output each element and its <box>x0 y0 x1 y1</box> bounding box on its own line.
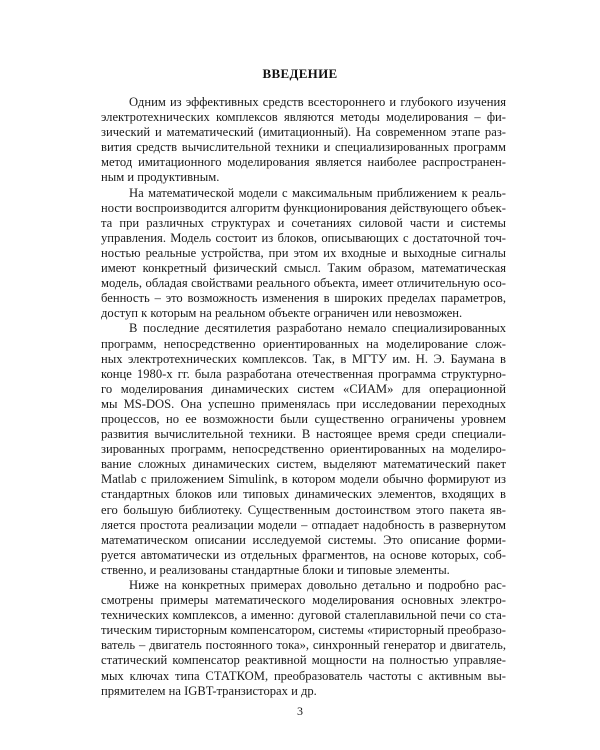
text-line: Одним из эффективных средств всестороннего и глубокого изучения <box>129 95 506 109</box>
page-title: ВВЕДЕНИЕ <box>262 66 338 81</box>
text-line: Matlab с приложением Simulink, в котором модели обычно формируют из <box>101 472 506 487</box>
text-line: вание сложных динамических систем, выделяют математический пакет <box>101 457 506 472</box>
text-line: руется автоматически из отдельных фрагментов, на основе которых, соб- <box>101 547 506 562</box>
text-line: метод имитационного моделирования является наиболее распространен- <box>101 155 506 170</box>
text-line: смотрены примеры математического моделирования основных электро- <box>101 593 506 608</box>
text-line: ным и продуктивным. <box>101 170 220 185</box>
text-line: модель, обладая свойствами реального объекта, имеет отличительную осо- <box>101 276 506 291</box>
text-line: технических комплексов, а именно: дуговой сталеплавильной печи со ста- <box>101 608 506 623</box>
text-line: В последние десятилетия разработано немало специализированных <box>129 321 506 336</box>
text-line: та при различных структурах и сочетаниях силовой части и системы <box>101 215 506 230</box>
paragraph-3 <box>101 321 506 578</box>
text-line: процессов, но ее возможности были существенно ограничены уровнем <box>101 411 506 426</box>
paragraph-4 <box>101 578 506 699</box>
page-number: 3 <box>297 704 303 718</box>
text-line: ватель – двигатель постоянного тока», синхронный генератор и двигатель, <box>101 638 506 653</box>
text-line: ностью реальные устройства, при этом их входные и выходные сигналы <box>101 245 506 260</box>
body-text <box>101 95 506 699</box>
text-line: зический и математический (имитационный). На современном этапе раз- <box>101 125 506 140</box>
text-line: ственно, и реализованы стандартные блоки и типовые элементы. <box>101 562 450 577</box>
text-line: тическим тиристорным компенсатором, системы «тиристорный преобразо- <box>101 623 506 638</box>
text-line: статический компенсатор реактивной мощности на полностью управляе- <box>101 653 506 668</box>
text-line: вития средств вычислительной техники и специализированных программ <box>101 140 506 155</box>
text-line: прямителем на IGBT-транзисторах и др. <box>101 683 317 698</box>
text-line: имеют конкретный физический смысл. Таким образом, математическая <box>101 261 506 276</box>
text-line: развития вычислительной техники. В настоящее время среди специали- <box>101 427 506 442</box>
text-line: На математической модели с максимальным приближением к реаль- <box>129 185 506 200</box>
text-line: го моделирования динамических систем «СИАМ» для операционной <box>101 381 506 396</box>
paragraph-1 <box>101 95 506 186</box>
text-line: стандартных блоков или типовых динамических элементов, входящих в <box>101 487 506 502</box>
text-line: электротехнических комплексов являются методы моделирования – фи- <box>101 110 506 125</box>
text-line: его большую библиотеку. Существенным достоинством этого пакета яв- <box>101 502 506 517</box>
text-line: мых ключах типа СТАТКОМ, преобразователь частоты с активным вы- <box>101 668 506 683</box>
text-line: ляется простота реализации модели – отпадает надобность в развернутом <box>101 517 506 532</box>
text-line: управления. Модель состоит из блоков, описывающих с достаточной точ- <box>101 230 506 245</box>
text-line: математическом описании исследуемой системы. Это описание форми- <box>101 532 506 547</box>
text-line: ности воспроизводится алгоритм функционирования действующего объек- <box>101 200 506 215</box>
text-line: мы MS-DOS. Она успешно применялась при исследовании переходных <box>101 396 506 411</box>
text-line: зированных программ, непосредственно ориентированных на моделиро- <box>101 442 506 457</box>
text-line: конце 1980-х гг. была разработана отечественная программа структурно- <box>101 366 506 381</box>
text-line: доступ к которым на реальном объекте ограничен или невозможен. <box>101 306 463 321</box>
text-line: ных электротехнических комплексов. Так, в МГТУ им. Н. Э. Баумана в <box>101 351 506 366</box>
paragraph-2 <box>101 186 506 322</box>
text-line: Ниже на конкретных примерах довольно детально и подробно рас- <box>129 578 506 592</box>
text-line: программ, непосредственно ориентированных на моделирование слож- <box>101 336 506 351</box>
text-line: бенность – это возможность изменения в широких пределах параметров, <box>101 291 506 306</box>
